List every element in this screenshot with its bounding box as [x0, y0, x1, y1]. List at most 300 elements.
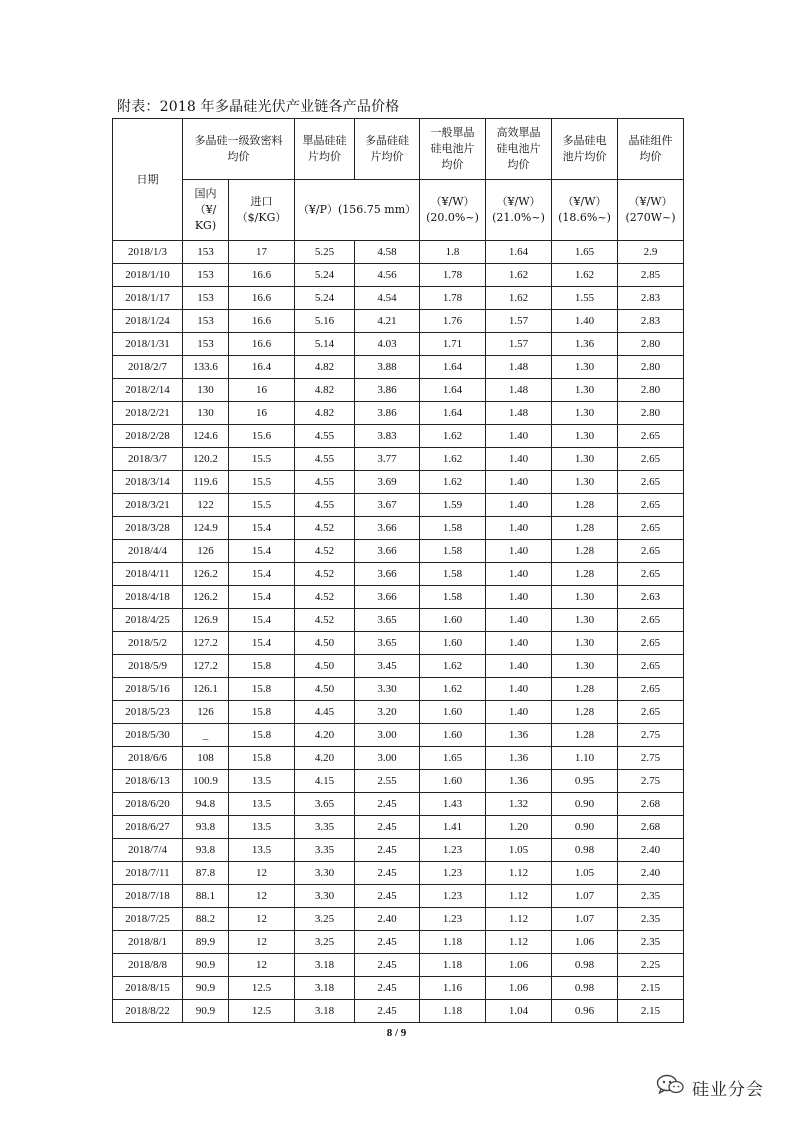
table-cell: 3.30 [355, 678, 420, 701]
table-cell: 5.14 [295, 333, 355, 356]
table-cell: 2018/7/18 [113, 885, 183, 908]
table-row [113, 494, 684, 517]
table-cell: 12.5 [229, 977, 295, 1000]
table-cell: 1.28 [552, 701, 618, 724]
table-row [113, 425, 684, 448]
header-multi-wafer: 多晶硅硅 片均价 [355, 119, 420, 180]
table-cell: 1.28 [552, 724, 618, 747]
table-cell: 3.66 [355, 517, 420, 540]
table-cell: 4.55 [295, 494, 355, 517]
table-cell: 3.18 [295, 977, 355, 1000]
table-cell: 1.30 [552, 471, 618, 494]
table-cell: 0.96 [552, 1000, 618, 1023]
table-cell: 1.30 [552, 379, 618, 402]
table-cell: 4.82 [295, 356, 355, 379]
table-cell: 3.35 [295, 816, 355, 839]
table-cell: 3.00 [355, 747, 420, 770]
table-cell: 1.07 [552, 885, 618, 908]
table-cell: 17 [229, 241, 295, 264]
table-cell: _ [183, 724, 229, 747]
table-cell: 1.57 [486, 310, 552, 333]
table-cell: 4.15 [295, 770, 355, 793]
table-cell: 1.28 [552, 563, 618, 586]
table-row [113, 517, 684, 540]
table-cell: 126.1 [183, 678, 229, 701]
header-polysilicon: 多晶硅一级致密料 均价 [183, 119, 295, 180]
table-cell: 1.59 [420, 494, 486, 517]
table-cell: 1.40 [486, 448, 552, 471]
table-cell: 3.65 [355, 632, 420, 655]
table-cell: 5.24 [295, 264, 355, 287]
table-cell: 2.55 [355, 770, 420, 793]
table-cell: 153 [183, 241, 229, 264]
table-cell: 2018/7/25 [113, 908, 183, 931]
table-cell: 1.06 [486, 954, 552, 977]
table-cell: 4.20 [295, 747, 355, 770]
table-cell: 2.45 [355, 793, 420, 816]
table-cell: 1.40 [486, 517, 552, 540]
table-cell: 15.8 [229, 701, 295, 724]
header-date: 日期 [113, 119, 183, 241]
table-cell: 1.58 [420, 563, 486, 586]
table-cell: 2.45 [355, 977, 420, 1000]
table-cell: 1.40 [486, 563, 552, 586]
table-body [113, 241, 684, 1023]
table-cell: 2018/3/7 [113, 448, 183, 471]
table-cell: 1.23 [420, 885, 486, 908]
table-cell: 15.5 [229, 494, 295, 517]
table-cell: 2.80 [618, 379, 684, 402]
table-cell: 5.25 [295, 241, 355, 264]
table-cell: 0.98 [552, 839, 618, 862]
table-cell: 3.86 [355, 379, 420, 402]
table-cell: 1.62 [420, 678, 486, 701]
table-cell: 2.68 [618, 816, 684, 839]
table-cell: 124.9 [183, 517, 229, 540]
table-row [113, 1000, 684, 1023]
table-cell: 2018/8/15 [113, 977, 183, 1000]
table-cell: 0.90 [552, 816, 618, 839]
table-cell: 1.40 [486, 494, 552, 517]
table-cell: 4.52 [295, 540, 355, 563]
table-cell: 16 [229, 379, 295, 402]
table-cell: 2.40 [355, 908, 420, 931]
table-cell: 1.28 [552, 678, 618, 701]
table-cell: 16.6 [229, 333, 295, 356]
table-cell: 1.62 [486, 287, 552, 310]
header-poly-domestic: 国内 （¥/ KG) [183, 180, 229, 241]
table-cell: 2.65 [618, 425, 684, 448]
table-cell: 15.4 [229, 609, 295, 632]
table-cell: 2018/4/4 [113, 540, 183, 563]
table-cell: 2.15 [618, 977, 684, 1000]
table-cell: 1.58 [420, 540, 486, 563]
table-cell: 3.35 [295, 839, 355, 862]
table-cell: 4.55 [295, 448, 355, 471]
table-cell: 2.63 [618, 586, 684, 609]
table-row [113, 862, 684, 885]
table-cell: 12 [229, 908, 295, 931]
table-cell: 1.58 [420, 586, 486, 609]
table-cell: 2.9 [618, 241, 684, 264]
table-cell: 2018/1/10 [113, 264, 183, 287]
table-cell: 1.40 [486, 586, 552, 609]
table-cell: 1.23 [420, 862, 486, 885]
table-cell: 15.4 [229, 563, 295, 586]
table-cell: 1.60 [420, 632, 486, 655]
table-cell: 1.40 [486, 701, 552, 724]
table-cell: 1.20 [486, 816, 552, 839]
table-cell: 1.30 [552, 655, 618, 678]
table-cell: 4.54 [355, 287, 420, 310]
table-cell: 2.65 [618, 517, 684, 540]
table-cell: 2.80 [618, 402, 684, 425]
table-cell: 3.69 [355, 471, 420, 494]
table-row [113, 333, 684, 356]
table-cell: 2.35 [618, 908, 684, 931]
table-cell: 3.86 [355, 402, 420, 425]
table-cell: 2.80 [618, 333, 684, 356]
table-cell: 1.06 [486, 977, 552, 1000]
table-cell: 15.8 [229, 724, 295, 747]
table-row [113, 402, 684, 425]
table-cell: 2018/1/24 [113, 310, 183, 333]
table-row [113, 540, 684, 563]
table-cell: 2.83 [618, 310, 684, 333]
table-cell: 4.50 [295, 632, 355, 655]
table-cell: 100.9 [183, 770, 229, 793]
table-cell: 1.64 [420, 379, 486, 402]
table-cell: 12.5 [229, 1000, 295, 1023]
table-cell: 2018/4/25 [113, 609, 183, 632]
table-cell: 1.23 [420, 908, 486, 931]
table-cell: 2.85 [618, 264, 684, 287]
table-cell: 1.16 [420, 977, 486, 1000]
table-cell: 2.65 [618, 609, 684, 632]
table-cell: 4.21 [355, 310, 420, 333]
table-cell: 4.52 [295, 563, 355, 586]
table-row [113, 356, 684, 379]
header-multi-cell-unit: （¥/W） (18.6%~) [552, 180, 618, 241]
table-cell: 3.66 [355, 540, 420, 563]
table-cell: 153 [183, 287, 229, 310]
table-cell: 4.82 [295, 402, 355, 425]
table-cell: 2.40 [618, 862, 684, 885]
table-cell: 2018/4/18 [113, 586, 183, 609]
table-cell: 3.77 [355, 448, 420, 471]
table-cell: 2.65 [618, 448, 684, 471]
table-cell: 2.75 [618, 770, 684, 793]
table-row [113, 287, 684, 310]
table-cell: 120.2 [183, 448, 229, 471]
table-cell: 1.36 [486, 747, 552, 770]
table-row [113, 379, 684, 402]
table-cell: 1.62 [420, 448, 486, 471]
table-cell: 0.98 [552, 954, 618, 977]
table-cell: 2018/8/22 [113, 1000, 183, 1023]
table-cell: 88.2 [183, 908, 229, 931]
table-cell: 15.4 [229, 586, 295, 609]
table-cell: 3.25 [295, 931, 355, 954]
table-cell: 1.10 [552, 747, 618, 770]
table-cell: 130 [183, 402, 229, 425]
table-cell: 2018/7/11 [113, 862, 183, 885]
header-hi-cell: 高效單晶 硅电池片 均价 [486, 119, 552, 180]
table-row [113, 701, 684, 724]
table-cell: 4.45 [295, 701, 355, 724]
table-cell: 1.48 [486, 379, 552, 402]
table-cell: 1.12 [486, 885, 552, 908]
table-cell: 2.65 [618, 540, 684, 563]
table-cell: 15.8 [229, 747, 295, 770]
table-cell: 3.65 [355, 609, 420, 632]
table-cell: 1.12 [486, 931, 552, 954]
table-cell: 2.45 [355, 885, 420, 908]
table-cell: 4.55 [295, 425, 355, 448]
table-cell: 1.05 [552, 862, 618, 885]
table-cell: 126.2 [183, 586, 229, 609]
table-cell: 2.65 [618, 563, 684, 586]
table-cell: 5.24 [295, 287, 355, 310]
table-cell: 90.9 [183, 1000, 229, 1023]
table-cell: 1.40 [552, 310, 618, 333]
table-cell: 1.28 [552, 494, 618, 517]
table-cell: 2.15 [618, 1000, 684, 1023]
table-cell: 12 [229, 862, 295, 885]
table-cell: 2.45 [355, 931, 420, 954]
table-cell: 1.40 [486, 471, 552, 494]
table-cell: 1.12 [486, 908, 552, 931]
table-cell: 1.28 [552, 540, 618, 563]
table-cell: 127.2 [183, 655, 229, 678]
table-row [113, 241, 684, 264]
header-hi-cell-unit: （¥/W） (21.0%~) [486, 180, 552, 241]
table-cell: 2018/6/20 [113, 793, 183, 816]
table-cell: 2018/1/3 [113, 241, 183, 264]
table-cell: 1.78 [420, 287, 486, 310]
table-cell: 3.83 [355, 425, 420, 448]
table-cell: 1.12 [486, 862, 552, 885]
table-cell: 1.40 [486, 655, 552, 678]
table-cell: 1.64 [420, 356, 486, 379]
table-cell: 90.9 [183, 977, 229, 1000]
table-cell: 3.67 [355, 494, 420, 517]
table-cell: 93.8 [183, 839, 229, 862]
table-cell: 2.45 [355, 954, 420, 977]
table-cell: 2.65 [618, 655, 684, 678]
table-cell: 1.30 [552, 402, 618, 425]
table-row [113, 793, 684, 816]
table-cell: 1.55 [552, 287, 618, 310]
table-cell: 15.5 [229, 448, 295, 471]
table-cell: 3.45 [355, 655, 420, 678]
table-cell: 16.4 [229, 356, 295, 379]
table-cell: 1.60 [420, 609, 486, 632]
table-cell: 126.9 [183, 609, 229, 632]
table-row [113, 264, 684, 287]
table-cell: 108 [183, 747, 229, 770]
table-cell: 2.35 [618, 885, 684, 908]
table-row [113, 448, 684, 471]
table-row [113, 310, 684, 333]
table-cell: 0.98 [552, 977, 618, 1000]
table-cell: 2018/7/4 [113, 839, 183, 862]
table-cell: 1.40 [486, 609, 552, 632]
table-cell: 2.75 [618, 724, 684, 747]
table-cell: 15.5 [229, 471, 295, 494]
table-cell: 16 [229, 402, 295, 425]
table-cell: 2018/6/27 [113, 816, 183, 839]
table-cell: 2.80 [618, 356, 684, 379]
table-cell: 1.23 [420, 839, 486, 862]
header-multi-cell: 多晶硅电 池片均价 [552, 119, 618, 180]
table-cell: 3.20 [355, 701, 420, 724]
table-cell: 2018/1/31 [113, 333, 183, 356]
table-row [113, 586, 684, 609]
table-cell: 2.45 [355, 839, 420, 862]
table-cell: 3.18 [295, 954, 355, 977]
table-cell: 15.4 [229, 632, 295, 655]
table-cell: 1.30 [552, 632, 618, 655]
page-number: 8 / 9 [386, 1027, 407, 1039]
table-cell: 2018/5/16 [113, 678, 183, 701]
table-cell: 127.2 [183, 632, 229, 655]
table-cell: 3.66 [355, 563, 420, 586]
table-cell: 90.9 [183, 954, 229, 977]
table-row [113, 885, 684, 908]
price-table [112, 118, 684, 1023]
table-cell: 126.2 [183, 563, 229, 586]
table-cell: 1.8 [420, 241, 486, 264]
table-cell: 3.30 [295, 862, 355, 885]
table-cell: 2018/6/13 [113, 770, 183, 793]
table-cell: 16.6 [229, 287, 295, 310]
table-cell: 133.6 [183, 356, 229, 379]
table-row [113, 724, 684, 747]
table-cell: 1.30 [552, 448, 618, 471]
table-cell: 15.4 [229, 517, 295, 540]
table-cell: 2.45 [355, 816, 420, 839]
table-cell: 2.65 [618, 701, 684, 724]
table-cell: 2.45 [355, 862, 420, 885]
table-cell: 4.50 [295, 655, 355, 678]
table-cell: 2.25 [618, 954, 684, 977]
header-mono-wafer: 單晶硅硅 片均价 [295, 119, 355, 180]
table-cell: 15.8 [229, 655, 295, 678]
table-caption: 附表：2018 年多晶硅光伏产业链各产品价格 [117, 99, 400, 115]
table-cell: 5.16 [295, 310, 355, 333]
table-cell: 1.60 [420, 770, 486, 793]
table-row [113, 954, 684, 977]
table-cell: 1.58 [420, 517, 486, 540]
table-cell: 1.71 [420, 333, 486, 356]
table-cell: 1.62 [420, 425, 486, 448]
table-cell: 1.76 [420, 310, 486, 333]
table-cell: 1.57 [486, 333, 552, 356]
header-module-unit: （¥/W） (270W~) [618, 180, 684, 241]
table-cell: 2018/2/28 [113, 425, 183, 448]
table-cell: 1.30 [552, 356, 618, 379]
table-cell: 1.30 [552, 425, 618, 448]
table-cell: 2018/5/2 [113, 632, 183, 655]
table-cell: 2018/2/7 [113, 356, 183, 379]
table-cell: 2018/5/23 [113, 701, 183, 724]
table-cell: 3.30 [295, 885, 355, 908]
table-row [113, 770, 684, 793]
table-cell: 1.06 [552, 931, 618, 954]
table-cell: 1.62 [552, 264, 618, 287]
table-cell: 2018/5/9 [113, 655, 183, 678]
table-cell: 1.41 [420, 816, 486, 839]
table-cell: 1.04 [486, 1000, 552, 1023]
table-cell: 122 [183, 494, 229, 517]
table-cell: 1.40 [486, 425, 552, 448]
table-cell: 1.36 [486, 724, 552, 747]
table-cell: 1.43 [420, 793, 486, 816]
table-cell: 2.65 [618, 678, 684, 701]
table-cell: 3.00 [355, 724, 420, 747]
table-cell: 3.88 [355, 356, 420, 379]
table-cell: 1.65 [552, 241, 618, 264]
table-cell: 126 [183, 701, 229, 724]
table-cell: 4.58 [355, 241, 420, 264]
table-cell: 1.18 [420, 954, 486, 977]
wechat-icon [656, 1073, 686, 1101]
table-cell: 1.18 [420, 1000, 486, 1023]
table-cell: 153 [183, 333, 229, 356]
table-cell: 3.25 [295, 908, 355, 931]
table-cell: 2018/5/30 [113, 724, 183, 747]
table-cell: 87.8 [183, 862, 229, 885]
table-cell: 13.5 [229, 839, 295, 862]
table-cell: 126 [183, 540, 229, 563]
watermark-text: 硅业分会 [692, 1079, 764, 1100]
table-cell: 13.5 [229, 816, 295, 839]
table-cell: 2.83 [618, 287, 684, 310]
table-cell: 1.60 [420, 724, 486, 747]
table-cell: 1.36 [552, 333, 618, 356]
table-cell: 1.64 [486, 241, 552, 264]
table-cell: 3.65 [295, 793, 355, 816]
watermark [656, 1072, 764, 1102]
table-cell: 89.9 [183, 931, 229, 954]
table-row [113, 632, 684, 655]
table-cell: 130 [183, 379, 229, 402]
table-cell: 1.60 [420, 701, 486, 724]
table-cell: 4.52 [295, 517, 355, 540]
table-cell: 12 [229, 931, 295, 954]
table-cell: 2018/3/14 [113, 471, 183, 494]
table-cell: 12 [229, 954, 295, 977]
table-cell: 1.64 [420, 402, 486, 425]
table-cell: 93.8 [183, 816, 229, 839]
table-cell: 1.62 [420, 655, 486, 678]
table-cell: 4.52 [295, 586, 355, 609]
table-cell: 2.65 [618, 494, 684, 517]
table-cell: 2018/4/11 [113, 563, 183, 586]
table-cell: 1.05 [486, 839, 552, 862]
table-cell: 1.30 [552, 586, 618, 609]
table-cell: 12 [229, 885, 295, 908]
table-cell: 2.65 [618, 471, 684, 494]
table-cell: 1.32 [486, 793, 552, 816]
table-row [113, 931, 684, 954]
table-row [113, 563, 684, 586]
table-cell: 4.82 [295, 379, 355, 402]
table-cell: 1.78 [420, 264, 486, 287]
table-cell: 2.35 [618, 931, 684, 954]
table-cell: 4.20 [295, 724, 355, 747]
